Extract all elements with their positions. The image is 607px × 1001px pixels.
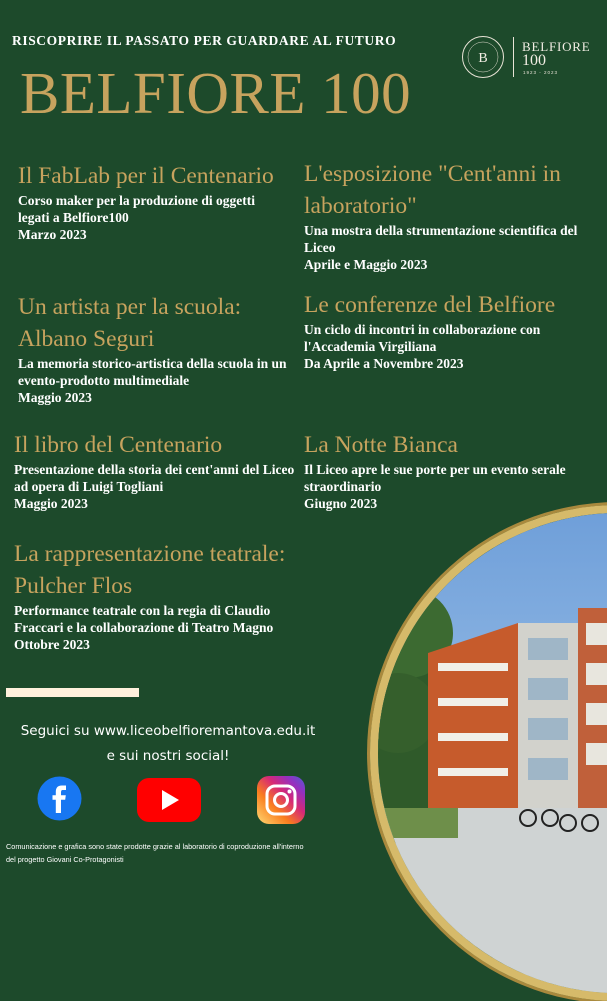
event-date: Da Aprile a Novembre 2023: [304, 356, 464, 371]
event-description: Corso maker per la produzione di oggetti legati a Belfiore100: [18, 193, 255, 225]
facebook-icon[interactable]: [37, 776, 82, 825]
youtube-icon[interactable]: [137, 778, 201, 826]
belfiore-logo: [462, 36, 594, 80]
tagline: RISCOPRIRE IL PASSATO PER GUARDARE AL FUTURO: [12, 33, 397, 48]
event-date: Ottobre 2023: [14, 637, 90, 652]
event-title: Il FabLab per il Centenario: [18, 163, 274, 189]
event-conferenze: [304, 289, 599, 372]
seal-icon: [462, 36, 504, 78]
event-title: Le conferenze del Belfiore: [304, 292, 556, 318]
event-teatro: [14, 538, 314, 653]
event-title: Un artista per la scuola: Albano Seguri: [18, 294, 242, 352]
event-date: Marzo 2023: [18, 227, 87, 242]
logo-years: 1923 - 2023: [523, 70, 559, 75]
event-title: L'esposizione "Cent'anni in laboratorio": [304, 161, 561, 219]
school-photo: [370, 505, 607, 1001]
footer-line-2: del progetto Giovani Co-Protagonisti: [6, 855, 124, 864]
event-description: Un ciclo di incontri in collaborazione con l'Accademia Virgiliana: [304, 322, 541, 354]
event-date: Giugno 2023: [304, 496, 378, 511]
event-title: Il libro del Centenario: [14, 432, 223, 458]
instagram-icon[interactable]: [257, 776, 305, 828]
event-libro: [14, 429, 299, 512]
event-artista: [18, 291, 308, 406]
event-date: Aprile e Maggio 2023: [304, 257, 428, 272]
seal-letter: B: [478, 51, 488, 66]
page-title: BELFIORE 100: [20, 60, 412, 126]
follow-line-2: e sui nostri social!: [106, 748, 230, 764]
footer-credits: [6, 840, 466, 866]
footer-line-1: Comunicazione e grafica sono state prodotte grazie al laboratorio di coproduzione all'interno: [6, 842, 304, 851]
logo-divider: [513, 37, 514, 77]
event-description: Presentazione della storia dei cent'anni del Liceo ad opera di Luigi Togliani: [14, 462, 295, 494]
event-date: Maggio 2023: [14, 496, 88, 511]
logo-word: BELFIORE: [522, 39, 591, 54]
event-esposizione: [304, 158, 599, 273]
event-title: La rappresentazione teatrale: Pulcher Flos: [14, 541, 286, 599]
divider-bar: [6, 688, 139, 697]
event-description: Il Liceo apre le sue porte per un evento serale straordinario: [304, 462, 566, 494]
event-fablab: [18, 160, 288, 243]
event-description: Una mostra della strumentazione scientifica del Liceo: [304, 223, 578, 255]
event-notte-bianca: [304, 429, 574, 512]
event-description: Performance teatrale con la regia di Claudio Fraccari e la collaborazione di Teatro Magno: [14, 603, 274, 635]
logo-number: 100: [522, 52, 546, 69]
event-title: La Notte Bianca: [304, 432, 458, 458]
follow-line-1[interactable]: Seguici su www.liceobelfioremantova.edu.it: [20, 723, 316, 739]
event-date: Maggio 2023: [18, 390, 92, 405]
event-description: La memoria storico-artistica della scuola in un evento-prodotto multimediale: [18, 356, 287, 388]
